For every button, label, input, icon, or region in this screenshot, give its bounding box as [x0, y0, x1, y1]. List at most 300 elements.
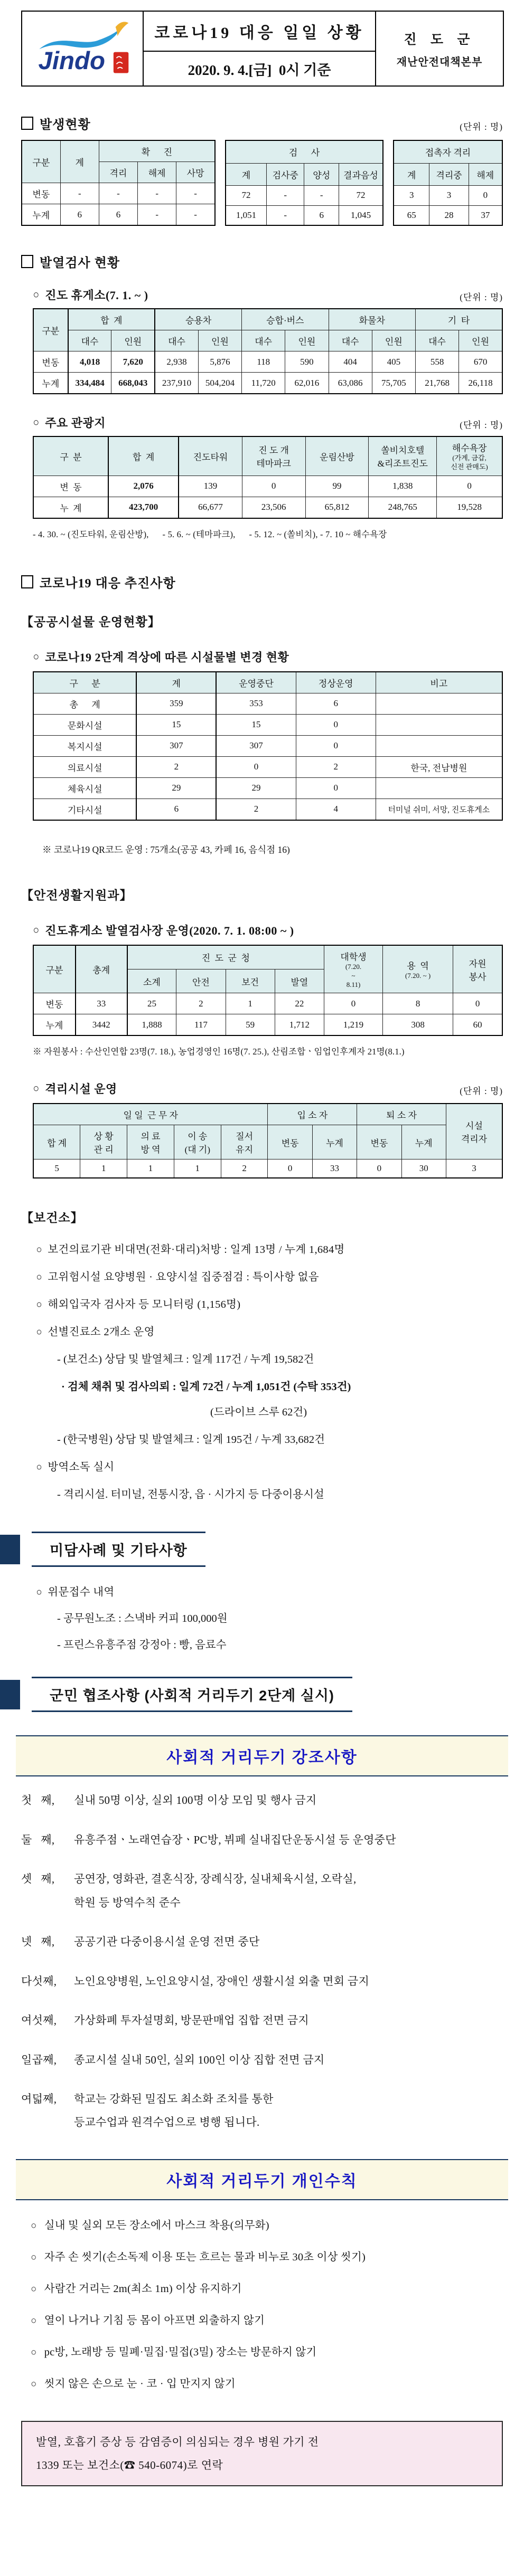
- health-item-text: 고위험시설 요양병원 · 요양시설 집중점검 : 특이사항 없음: [48, 1271, 319, 1284]
- emergency-contact-notice: [21, 2421, 503, 2486]
- row-label: 변동: [33, 351, 68, 373]
- distancing-rule: [21, 2012, 503, 2036]
- header-line: &리조트진도: [377, 459, 428, 469]
- cell: 60: [453, 1014, 502, 1036]
- header-cell: 운영중단: [216, 672, 296, 693]
- health-subitem: - 격리시설. 터미널, 전통시장, 읍 · 시가지 등 다중이용시설: [57, 1489, 324, 1501]
- header-cell: 운림산방: [305, 436, 369, 476]
- row-label: 누계: [33, 373, 68, 394]
- distancing-rule: [21, 1973, 503, 1997]
- notice-line: 1339 또는 보건소(☎ 540-6074)로 연락: [36, 2458, 223, 2472]
- subsection-title-text: 코로나19 2단계 격상에 따른 시설물별 변경 현황: [45, 650, 289, 664]
- cell: 3: [429, 186, 469, 205]
- cell: 308: [383, 1014, 453, 1036]
- cell: 15: [216, 714, 296, 735]
- header-line: 유지: [236, 1145, 254, 1155]
- personal-rule-text: 사람간 거리는 2m(최소 1m) 이상 유지하기: [44, 2283, 242, 2295]
- health-item: [36, 1323, 503, 1338]
- circle-bullet-icon: ○: [36, 1461, 42, 1474]
- header-cell: 보건: [226, 969, 275, 993]
- rule-text: 유흥주점ㆍ노래연습장ㆍPC방, 뷔페 실내집단운동시설 등 운영중단: [74, 1833, 396, 1846]
- header-line: 이 송: [188, 1132, 208, 1142]
- header-cell: 해제: [469, 163, 502, 186]
- test-table: [225, 140, 383, 226]
- org-name: 진 도 군: [404, 32, 475, 47]
- header-line: 방 역: [141, 1145, 161, 1155]
- safety-dept-header: 【안전생활지원과】: [21, 888, 133, 902]
- contact-isolation-table: [393, 140, 503, 226]
- header-cell: 대수: [155, 330, 198, 351]
- table-row: [33, 777, 502, 799]
- section-box-icon: [21, 255, 33, 268]
- cell: 3: [394, 186, 429, 205]
- cell: 2: [296, 756, 376, 777]
- header-cell: 소계: [127, 969, 176, 993]
- rule-text: 공공기관 다중이용시설 운영 전면 중단: [74, 1935, 260, 1948]
- cell: -: [266, 186, 304, 205]
- cell: 590: [285, 351, 329, 373]
- cell: -: [176, 183, 215, 204]
- personal-rules-banner: [16, 2159, 508, 2200]
- tourist-spots-table: [33, 436, 503, 519]
- table-row: [33, 735, 502, 756]
- rule-number: 넷 째,: [21, 1935, 55, 1948]
- cell: 59: [226, 1014, 275, 1036]
- cell: 359: [136, 693, 216, 714]
- health-item-text: 방역소독 실시: [48, 1461, 115, 1474]
- cell: 5: [33, 1159, 80, 1178]
- cell: 75,705: [372, 373, 415, 394]
- circle-bullet-icon: ○: [31, 2378, 37, 2390]
- cell: -: [138, 183, 176, 204]
- table-row: [22, 183, 215, 204]
- goodwill-title-text: 위문접수 내역: [48, 1586, 115, 1599]
- cell: 4: [296, 799, 376, 820]
- rule-number: 첫 째,: [21, 1794, 55, 1807]
- circle-bullet-icon: ○: [36, 1326, 42, 1338]
- cell: 6: [304, 205, 339, 225]
- health-item: [36, 1458, 503, 1474]
- table-row: [33, 993, 502, 1014]
- cell: 1: [174, 1159, 221, 1178]
- circle-bullet-icon: ○: [33, 923, 40, 936]
- distancing-rule: [21, 1832, 503, 1855]
- header-line: 합 계: [47, 1138, 67, 1148]
- header-cell: 합 계: [68, 309, 155, 330]
- cell: 1,712: [275, 1014, 324, 1036]
- cell: 63,086: [329, 373, 372, 394]
- cell: 558: [415, 351, 458, 373]
- header-cell: 검사중: [266, 163, 304, 186]
- section-box-icon: [21, 117, 33, 130]
- header-cell: 안전: [176, 969, 226, 993]
- section-title-text: 발열검사 현황: [40, 256, 120, 270]
- unit-label: (단위 : 명): [460, 292, 503, 302]
- header-cell: 누계: [312, 1125, 357, 1159]
- unit-label: (단위 : 명): [460, 122, 503, 132]
- subsection-title: [33, 1080, 117, 1097]
- cell: 7,620: [111, 351, 155, 373]
- row-label: 기타시설: [33, 799, 136, 820]
- cell: [376, 735, 502, 756]
- health-item-text: 해외입국자 검사자 등 모니터링 (1,156명): [48, 1299, 241, 1311]
- cell: 5,876: [198, 351, 241, 373]
- cell: 29: [136, 777, 216, 799]
- section-fever-header: [21, 252, 503, 271]
- cell: 405: [372, 351, 415, 373]
- cell: 3: [446, 1159, 502, 1178]
- isolation-subheader: [33, 1080, 503, 1097]
- header-cell: 구 분: [33, 436, 108, 476]
- personal-rule-text: 열이 나거나 기침 등 몸이 아프면 외출하지 않기: [44, 2314, 265, 2326]
- subsection-title: [33, 414, 106, 431]
- health-item: [36, 1268, 503, 1284]
- header-cell: 입 소 자: [268, 1104, 357, 1125]
- cell: 118: [242, 351, 285, 373]
- health-subitem: - (보건소) 상담 및 발열체크 : 일계 117건 / 누계 19,582건: [57, 1354, 314, 1366]
- cell: 307: [216, 735, 296, 756]
- cell: 19,528: [437, 497, 502, 518]
- rule-lines: [74, 2012, 309, 2036]
- cell: 2: [176, 993, 226, 1014]
- header-cell: 확 진: [99, 140, 215, 162]
- cell: 65,812: [305, 497, 369, 518]
- rule-text: 실내 50명 이상, 실외 100명 이상 모임 및 행사 금지: [74, 1794, 317, 1807]
- cell: 307: [136, 735, 216, 756]
- header-cell: 정상운영: [296, 672, 376, 693]
- header-cell: 인원: [111, 330, 155, 351]
- header-cell: 계: [226, 163, 266, 186]
- header-line: 쏠비치호텔: [381, 445, 425, 456]
- cell: 1,838: [369, 476, 437, 497]
- cell: 3442: [76, 1014, 127, 1036]
- jindo-logo-graphic: [32, 19, 133, 78]
- table-row: [33, 351, 502, 373]
- distancing-rule: [21, 2052, 503, 2075]
- cell: 0: [357, 1159, 401, 1178]
- org-cell: [376, 11, 503, 86]
- header-cell: 인원: [372, 330, 415, 351]
- table-row: [33, 714, 502, 735]
- header-cell: [242, 436, 305, 476]
- cell: 66,677: [179, 497, 242, 518]
- header-cell: 계: [60, 140, 99, 183]
- header-line: 질서: [236, 1132, 254, 1142]
- health-item: [36, 1295, 503, 1311]
- row-label: 체육시설: [33, 777, 136, 799]
- rule-text: 학원 등 방역수칙 준수: [74, 1896, 181, 1909]
- row-label: 누 계: [33, 497, 108, 518]
- rule-lines: [74, 1832, 396, 1855]
- header-cell: 인원: [285, 330, 329, 351]
- rule-text: 공연장, 영화관, 결혼식장, 장례식장, 실내체육시설, 오락실,: [74, 1872, 357, 1886]
- cell: -: [99, 183, 137, 204]
- cell: 1: [127, 1159, 174, 1178]
- circle-bullet-icon: ○: [36, 1271, 42, 1284]
- logo-cell: [22, 11, 143, 86]
- cell: 2: [221, 1159, 268, 1178]
- cell: 334,484: [68, 373, 111, 394]
- header-cell: 진 도 군 청: [127, 945, 324, 969]
- cell: 33: [76, 993, 127, 1014]
- header-cell: 총계: [76, 945, 127, 993]
- row-label: 변동: [22, 183, 60, 204]
- header-line: 관 리: [93, 1145, 114, 1155]
- cell: 0: [296, 714, 376, 735]
- header-cell: 변동: [268, 1125, 312, 1159]
- header-cell: [453, 945, 502, 993]
- cell: 2: [136, 756, 216, 777]
- cell: 1: [80, 1159, 127, 1178]
- cell: 4,018: [68, 351, 111, 373]
- section-title-text: 발생현황: [40, 118, 91, 132]
- distancing-rule: [21, 1934, 503, 1957]
- header-cell: 변동: [357, 1125, 401, 1159]
- rule-text: 등교수업과 원격수업으로 병행 됩니다.: [74, 2116, 260, 2129]
- bar-title: 군민 협조사항 (사회적 거리두기 2단계 실시): [32, 1677, 352, 1712]
- subsection-title-text: 진도 휴게소(7. 1. ~ ): [45, 289, 148, 302]
- rule-lines: [74, 2052, 325, 2075]
- header-cell: [369, 436, 437, 476]
- subsection-title: [33, 287, 148, 303]
- cell: 23,506: [242, 497, 305, 518]
- cell: 0: [469, 186, 502, 205]
- header-cell: 인원: [459, 330, 502, 351]
- report-header: [21, 11, 504, 87]
- table-row: [394, 205, 502, 225]
- subsection-title-text: 격리시설 운영: [45, 1082, 117, 1096]
- cell: 65: [394, 205, 429, 225]
- table-row: [33, 756, 502, 777]
- header-cell: [33, 1125, 80, 1159]
- distancing-rule: [21, 1792, 503, 1815]
- banner-title: 사회적 거리두기 강조사항: [166, 1749, 358, 1767]
- circle-bullet-icon: ○: [33, 416, 40, 429]
- circle-bullet-icon: ○: [31, 2283, 37, 2295]
- rest-area-subheader: [33, 287, 503, 303]
- header-subline: ~: [351, 971, 355, 980]
- cell: [376, 714, 502, 735]
- health-center-items: [36, 1240, 503, 1501]
- cell: 21,768: [415, 373, 458, 394]
- cell: [376, 693, 502, 714]
- header-line: 용 역: [407, 961, 429, 971]
- row-label: 복지시설: [33, 735, 136, 756]
- header-line: (대 기): [184, 1145, 210, 1155]
- cell: 248,765: [369, 497, 437, 518]
- header-cell: 비고: [376, 672, 502, 693]
- cell: 33: [312, 1159, 357, 1178]
- rule-number: 셋 째,: [21, 1872, 55, 1886]
- header-line: 자원: [469, 958, 486, 969]
- personal-rule: [31, 2216, 503, 2232]
- cell: 2,938: [155, 351, 198, 373]
- header-cell: 계: [394, 163, 429, 186]
- header-cell: [80, 1125, 127, 1159]
- header-line: 봉사: [469, 972, 486, 982]
- health-item-text: 선별진료소 2개소 운영: [48, 1326, 155, 1338]
- tour-subheader: [33, 414, 503, 431]
- occurrence-tables: [21, 140, 503, 226]
- row-label: 변 동: [33, 476, 108, 497]
- header-cell: [446, 1104, 502, 1159]
- cooperation-section-bar: [0, 1677, 503, 1712]
- header-line: 대학생: [340, 952, 367, 962]
- rule-lines: [74, 1973, 369, 1997]
- cell: 72: [339, 186, 383, 205]
- cell: 1,051: [226, 205, 266, 225]
- header-cell: [221, 1125, 268, 1159]
- header-subline: 8.11): [346, 980, 361, 988]
- personal-rule: [31, 2311, 503, 2327]
- table-row: [33, 1014, 502, 1036]
- personal-rule: [31, 2343, 503, 2359]
- row-label: 문화시설: [33, 714, 136, 735]
- section-title-text: 코로나19 대응 추진사항: [40, 576, 176, 591]
- circle-bullet-icon: ○: [31, 2315, 37, 2326]
- cell: 터미널 쉬미, 서망, 진도휴게소: [376, 799, 502, 820]
- circle-bullet-icon: ○: [36, 1299, 42, 1311]
- cell: 6: [60, 204, 99, 226]
- row-label: 누계: [22, 204, 60, 226]
- personal-rule-text: 자주 손 씻기(손소독제 이용 또는 흐르는 물과 비누로 30초 이상 씻기): [44, 2251, 366, 2263]
- header-cell: 격리: [99, 162, 137, 183]
- cell: 668,043: [111, 373, 155, 394]
- cell: 26,118: [459, 373, 502, 394]
- navy-square-icon: [0, 1680, 20, 1709]
- cell: 0: [296, 735, 376, 756]
- cell: 72: [226, 186, 266, 205]
- cell: 237,910: [155, 373, 198, 394]
- cell: 404: [329, 351, 372, 373]
- personal-rule: [31, 2279, 503, 2295]
- cell: [376, 777, 502, 799]
- cell: 25: [127, 993, 176, 1014]
- table-row: [33, 497, 502, 518]
- header-cell: 승용차: [155, 309, 241, 330]
- cell: 1,045: [339, 205, 383, 225]
- header-cell: 검 사: [226, 140, 383, 163]
- cell: 504,204: [198, 373, 241, 394]
- cell: 0: [296, 777, 376, 799]
- rule-text: 가상화폐 투자설명회, 방문판매업 집합 전면 금지: [74, 2014, 310, 2027]
- circle-bullet-icon: ○: [31, 2346, 37, 2358]
- header-cell: 결과음성: [339, 163, 383, 186]
- rule-lines: [74, 2091, 274, 2138]
- cell: 0: [324, 993, 383, 1014]
- header-cell: 대수: [415, 330, 458, 351]
- circle-bullet-icon: ○: [33, 288, 40, 301]
- header-cell: 해제: [138, 162, 176, 183]
- header-cell: 대수: [329, 330, 372, 351]
- logo-wordmark: Jindo: [38, 46, 105, 75]
- header-cell: 기 타: [415, 309, 502, 330]
- header-cell: 퇴 소 자: [357, 1104, 446, 1125]
- personal-rule-text: 실내 및 실외 모든 장소에서 마스크 착용(의무화): [44, 2219, 269, 2231]
- header-line: 의 료: [141, 1132, 161, 1142]
- confirmed-table: [21, 140, 216, 226]
- rule-number: 다섯째,: [21, 1974, 57, 1988]
- header-cell: 화물차: [329, 309, 415, 330]
- header-cell: 접촉자 격리: [394, 140, 502, 163]
- table-row: [33, 799, 502, 820]
- header-line: 상 황: [93, 1132, 114, 1142]
- rule-text: 학교는 강화된 밀집도 최소화 조치를 통한: [74, 2092, 274, 2105]
- cell: 11,720: [242, 373, 285, 394]
- health-subitem-bold: · 검체 채취 및 검사의뢰 : 일계 72건 / 누계 1,051건 (수탁 353건): [61, 1381, 351, 1393]
- personal-rule-text: pc방, 노래방 등 밀폐·밀집·밀접(3밀) 장소는 방문하지 않기: [44, 2346, 317, 2358]
- header-cell: 합 계: [108, 436, 179, 476]
- cell: 1,888: [127, 1014, 176, 1036]
- cell: 670: [459, 351, 502, 373]
- cell: 423,700: [108, 497, 179, 518]
- rest-area-table: [33, 308, 503, 394]
- header-cell: 사망: [176, 162, 215, 183]
- header-cell: 구 분: [33, 672, 136, 693]
- circle-bullet-icon: ○: [31, 2251, 37, 2263]
- cell: 1: [226, 993, 275, 1014]
- rule-number: 일곱째,: [21, 2053, 57, 2066]
- org-dept: 재난안전대책본부: [396, 56, 483, 68]
- rule-number: 여섯째,: [21, 2014, 57, 2027]
- cell: -: [60, 183, 99, 204]
- personal-rule-text: 씻지 않은 손으로 눈 · 코 · 입 만지지 않기: [44, 2378, 236, 2390]
- section-occurrence-header: [21, 114, 503, 132]
- jindo-logo: [23, 19, 142, 78]
- table-row: [226, 205, 383, 225]
- section-response-header: [21, 573, 503, 591]
- cell: 139: [179, 476, 242, 497]
- header-cell: 구분: [33, 945, 76, 993]
- circle-bullet-icon: ○: [36, 1586, 42, 1599]
- goodwill-item: - 프린스유흥주점 강정아 : 빵, 음료수: [57, 1639, 227, 1651]
- cell: 0: [216, 756, 296, 777]
- cell: 한국, 전남병원: [376, 756, 502, 777]
- subsection-title-text: 주요 관광지: [45, 416, 106, 430]
- cell: 0: [437, 476, 502, 497]
- cell: 99: [305, 476, 369, 497]
- header-cell: 발열: [275, 969, 324, 993]
- header-cell: 구분: [33, 309, 68, 351]
- header-subline: (7.20. ~ ): [405, 971, 431, 980]
- cell: -: [138, 204, 176, 226]
- row-label: 의료시설: [33, 756, 136, 777]
- header-cell: 승합·버스: [242, 309, 329, 330]
- circle-bullet-icon: ○: [33, 650, 40, 663]
- cell: 2: [216, 799, 296, 820]
- health-subitem-note: (드라이브 스루 62건): [210, 1406, 307, 1419]
- qr-footnote: ※ 코로나19 QR코드 운영 : 75개소(공공 43, 카페 16, 음식점 16): [42, 844, 290, 855]
- banner-title: 사회적 거리두기 개인수칙: [166, 2172, 358, 2190]
- table-row: [33, 693, 502, 714]
- row-label: 변동: [33, 993, 76, 1014]
- cell: -: [266, 205, 304, 225]
- header-line: 진 도 개: [258, 445, 289, 456]
- report-title: 코로나19 대응 일일 상황: [143, 11, 376, 51]
- header-cell: [437, 436, 502, 476]
- row-label: 총 계: [33, 693, 136, 714]
- facility-change-subheader: [33, 649, 503, 665]
- table-row: [394, 186, 502, 205]
- circle-bullet-icon: ○: [36, 1244, 42, 1256]
- header-cell: 누계: [401, 1125, 446, 1159]
- circle-bullet-icon: ○: [33, 1082, 40, 1095]
- goodwill-section-bar: [0, 1532, 503, 1567]
- fever-check-subheader: [33, 922, 503, 938]
- distancing-rule: [21, 2091, 503, 2138]
- table-row: [33, 476, 502, 497]
- isolation-facility-table: [33, 1103, 503, 1178]
